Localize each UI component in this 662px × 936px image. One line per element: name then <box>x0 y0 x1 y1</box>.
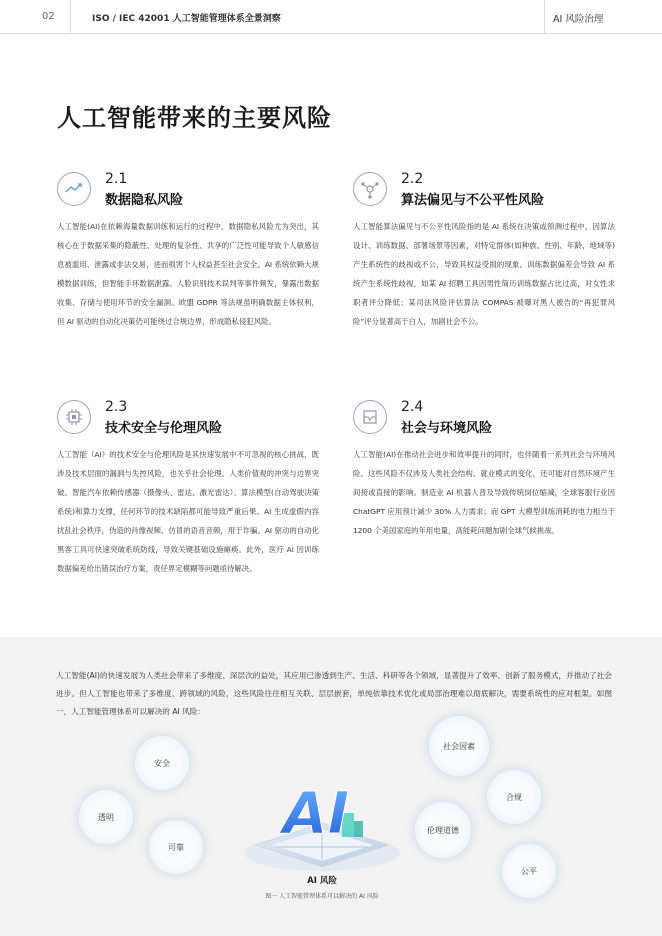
bubble-fair: 公平 <box>501 843 557 899</box>
section-title: 数据隐私风险 <box>105 193 184 208</box>
intro-paragraph: 人工智能(AI)的快速发展为人类社会带来了多维度、深层次的益处，其应用已渗透到生产、生活、科研等各个领域，显著提升了效率、创新了服务模式，并推动了社会进步。但人工智能也带来了多维度、跨领域的风险，这些风险往往相互关联、层层嵌套，单纯依靠技术优化或局部治理难以彻底解决，需要系统性的应对框架。如图一，人工智能管理体系可以解决的 AI 风险： <box>56 671 612 716</box>
section-body: 人工智能(AI)在推动社会进步和效率提升的同时，也伴随着一系列社会与环境风险。这些风险不仅涉及人类社会结构、就业模式的变化，还可能对自然环境产生间接或直接的影响。制造业 AI 机器人普及导致传统岗位缩减，全球客服行业因 ChatGPT 应用预计减少 30% 人力需求；而 GPT 大模型训练消耗的电力相当于 1200 个美国家庭的年用电量，高能耗问题加剧全球气候挑战。 <box>353 450 615 535</box>
bubble-social: 社会因素 <box>428 715 490 777</box>
section-body: 人工智能(AI)在依赖海量数据训练和运行的过程中，数据隐私风险尤为突出，其核心在于数据采集的隐蔽性、处理的复杂性、共享的广泛性可能导致个人敏感信息被滥用、泄露或非法交易，进而损害个人权益甚至社会安全。AI 系统依赖大规模数据训练，但智能手环数据泄露、人脸识别技术误判等事件频发，暴露出数据收集、存储与使用环节的安全漏洞。欧盟 GDPR 等法规虽明确数据主体权利，但 AI 驱动的自动化决策仍可能绕过合规边界，形成隐私侵犯风险。 <box>57 222 319 326</box>
page-title: 人工智能带来的主要风险 <box>57 104 332 132</box>
document-title: ISO / IEC 42001 人工智能管理体系全景洞察 <box>92 14 281 24</box>
bubble-ethics: 伦理道德 <box>414 801 472 859</box>
ai-risk-panel <box>0 637 662 936</box>
line-chart-icon <box>57 172 91 206</box>
figure-caption: 图一 人工智能管理体系可以解决的 AI 风险 <box>265 893 379 900</box>
section-number: 2.1 <box>105 171 128 187</box>
header-divider <box>70 0 71 33</box>
page-header <box>0 0 662 34</box>
network-nodes-icon <box>353 172 387 206</box>
page-number: 02 <box>42 11 55 22</box>
bubble-compliance: 合规 <box>486 769 542 825</box>
section-label: AI 风险治理 <box>553 14 604 25</box>
bubble-safe: 安全 <box>134 735 190 791</box>
section-body: 人工智能（AI）的技术安全与伦理风险是其快速发展中不可忽视的核心挑战，既涉及技术层面的漏洞与失控风险，也关乎社会伦理、人类价值观的冲突与边界突破。智能汽车依赖传感器（摄像头、雷达、激光雷达）、算法模型(自动驾驶决策系统)和算力支撑，任何环节的技术缺陷都可能导致严重后果。AI 生成虚假内容扰乱社会秩序，伪造的肖像视频、仿冒的语音音频，用于诈骗。AI 驱动的自动化黑客工具可快速突破系统防线，导致关键基础设施瘫痪。此外，医疗 AI 因训练数据偏差给出错误治疗方案，责任界定模糊等问题亟待解决。 <box>57 450 319 573</box>
section-body: 人工智能算法偏见与不公平性风险指的是 AI 系统在决策或预测过程中，因算法设计、训练数据、部署场景等因素，对特定群体(如种族、性别、年龄、地域等)产生系统性的歧视或不公，导致其权益受损的现象。训练数据偏差会导致 AI 系统产生系统性歧视，如某 AI 招聘工具因男性简历训练数据占比过高，对女性求职者评分降低；某司法风险评估算法 COMPAS 被曝对黑人被告的“再犯罪风险”评分显著高于白人，加剧社会不公。 <box>353 222 615 326</box>
section-number: 2.3 <box>105 399 128 415</box>
section-title: 社会与环境风险 <box>401 421 493 436</box>
section-title: 算法偏见与不公平性风险 <box>401 193 545 208</box>
bubble-reliable: 可靠 <box>148 819 204 875</box>
section-title: 技术安全与伦理风险 <box>105 421 223 436</box>
inbox-icon <box>353 400 387 434</box>
ai-graphic-text: AI <box>282 779 350 847</box>
bubble-transparent: 透明 <box>78 789 134 845</box>
ai-chip-illustration <box>238 753 406 877</box>
section-number: 2.4 <box>401 399 424 415</box>
section-number: 2.2 <box>401 171 424 187</box>
ai-risk-label: AI 风险 <box>307 876 337 886</box>
chip-icon <box>57 400 91 434</box>
header-divider <box>544 0 545 33</box>
